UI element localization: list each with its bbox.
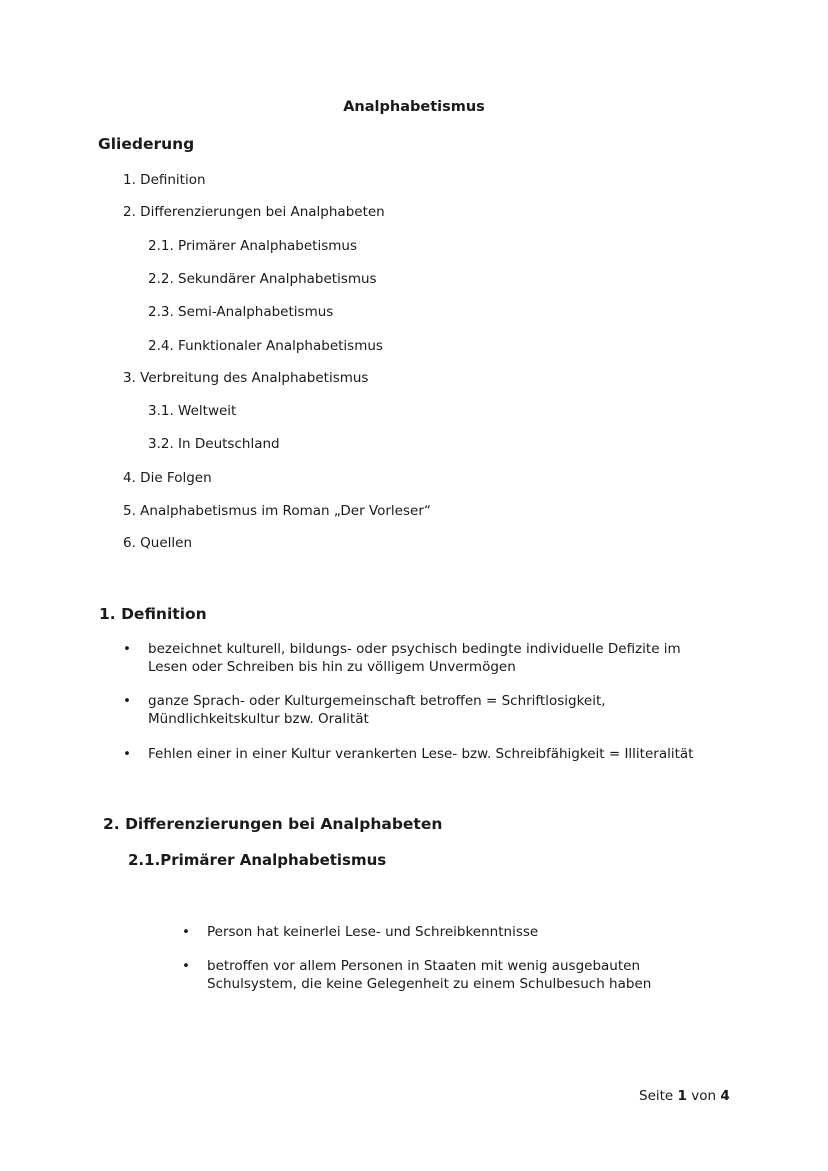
bullet-icon: • xyxy=(182,924,190,940)
section-2-1-heading: 2.1.Primärer Analphabetismus xyxy=(128,851,387,869)
toc-item-4: 4. Die Folgen xyxy=(123,470,212,486)
section-1-heading: 1. Definition xyxy=(99,605,207,623)
toc-item-2-2: 2.2. Sekundärer Analphabetismus xyxy=(148,271,377,287)
footer-page-total: 4 xyxy=(720,1088,730,1104)
bullet-icon: • xyxy=(123,693,131,709)
toc-item-2-1: 2.1. Primärer Analphabetismus xyxy=(148,238,357,254)
list-item xyxy=(182,957,702,997)
toc-item-3-2: 3.2. In Deutschland xyxy=(148,436,280,452)
page-footer xyxy=(639,1088,730,1104)
toc-item-1: 1. Definition xyxy=(123,172,206,188)
section-2-heading: 2. Differenzierungen bei Analphabeten xyxy=(103,815,443,833)
footer-page-number: 1 xyxy=(677,1088,687,1104)
toc-item-3-1: 3.1. Weltweit xyxy=(148,403,237,419)
bullet-icon: • xyxy=(123,746,131,762)
toc-item-2-3: 2.3. Semi-Analphabetismus xyxy=(148,304,334,320)
toc-item-2-4: 2.4. Funktionaler Analphabetismus xyxy=(148,338,383,354)
toc-item-3: 3. Verbreitung des Analphabetismus xyxy=(123,370,369,386)
outline-heading: Gliederung xyxy=(98,135,195,153)
toc-item-2: 2. Differenzierungen bei Analphabeten xyxy=(123,204,385,220)
toc-item-5: 5. Analphabetismus im Roman „Der Vorleser“ xyxy=(123,503,431,519)
bullet-icon: • xyxy=(182,958,190,974)
list-item xyxy=(182,923,702,943)
footer-middle: von xyxy=(691,1088,717,1104)
bullet-text: betroffen vor allem Personen in Staaten mit wenig ausgebauten Schulsystem, die keine Gelegenheit zu einem Schulbesuch haben xyxy=(207,958,652,992)
list-item xyxy=(123,692,723,732)
bullet-text: ganze Sprach- oder Kulturgemeinschaft betroffen = Schriftlosigkeit, Mündlichkeitskultur bzw. Oralität xyxy=(148,693,606,727)
footer-prefix: Seite xyxy=(639,1088,674,1104)
list-item xyxy=(123,745,763,765)
bullet-text: bezeichnet kulturell, bildungs- oder psychisch bedingte individuelle Defizite im Lesen oder Schreiben bis hin zu völligem Unvermögen xyxy=(148,641,681,675)
bullet-text: Person hat keinerlei Lese- und Schreibkenntnisse xyxy=(207,924,539,940)
bullet-icon: • xyxy=(123,641,131,657)
document-title: Analphabetismus xyxy=(343,99,485,115)
toc-item-6: 6. Quellen xyxy=(123,535,193,551)
bullet-text: Fehlen einer in einer Kultur verankerten Lese- bzw. Schreibfähigkeit = Illiteralität xyxy=(148,746,694,762)
list-item xyxy=(123,640,723,680)
